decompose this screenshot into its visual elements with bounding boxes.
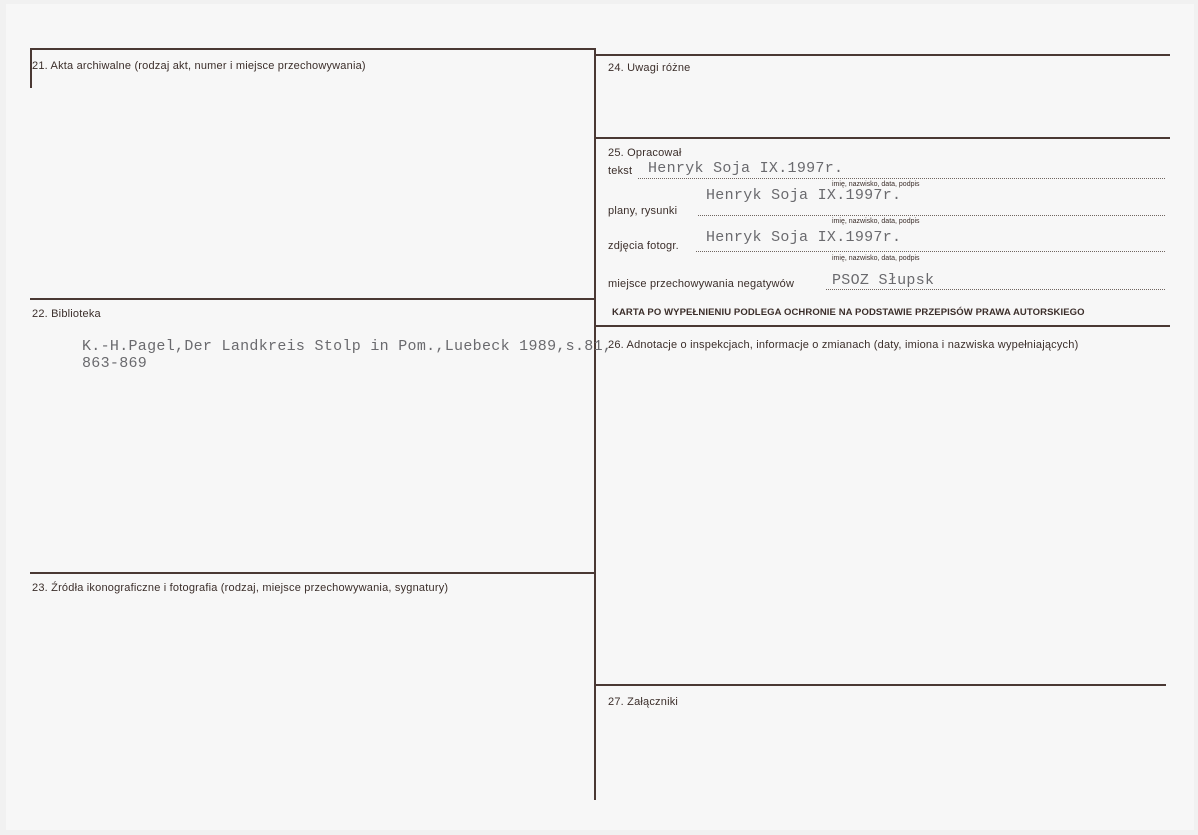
section-24-label: 24. Uwagi różne: [608, 62, 691, 74]
plany-value: Henryk Soja IX.1997r.: [706, 187, 902, 204]
library-entry-line-1: K.-H.Pagel,Der Landkreis Stolp in Pom.,Luebeck 1989,s.81,: [82, 338, 613, 355]
section-21-label: 21. Akta archiwalne (rodzaj akt, numer i miejsce przechowywania): [32, 60, 366, 72]
center-divider: [594, 48, 596, 800]
top-left-rule: [30, 48, 596, 50]
tekst-value: Henryk Soja IX.1997r.: [648, 160, 844, 177]
copyright-notice: KARTA PO WYPEŁNIENIU PODLEGA OCHRONIE NA PODSTAWIE PRZEPISÓW PRAWA AUTORSKIEGO: [612, 307, 1085, 318]
top-right-rule: [596, 54, 1170, 56]
section-25-label: 25. Opracował: [608, 147, 682, 159]
catalog-card: [6, 4, 1194, 830]
section-22-label: 22. Biblioteka: [32, 308, 101, 320]
negatywy-dotted-line: [826, 289, 1165, 290]
zdjecia-value: Henryk Soja IX.1997r.: [706, 229, 902, 246]
rule-25: [596, 137, 1170, 139]
rule-23: [30, 572, 596, 574]
section-27-label: 27. Załączniki: [608, 696, 679, 708]
negatywy-value: PSOZ Słupsk: [832, 272, 935, 289]
library-entry-line-2: 863-869: [82, 355, 148, 372]
tekst-hint: imię, nazwisko, data, podpis: [832, 181, 920, 188]
section-26-label: 26. Adnotacje o inspekcjach, informacje o zmianach (daty, imiona i nazwiska wypełniających): [608, 339, 1079, 351]
tekst-label: tekst: [608, 165, 633, 177]
zdjecia-hint: imię, nazwisko, data, podpis: [832, 255, 920, 262]
plany-hint: imię, nazwisko, data, podpis: [832, 218, 920, 225]
zdjecia-dotted-line: [696, 251, 1165, 252]
plany-dotted-line: [698, 215, 1165, 216]
rule-22: [30, 298, 596, 300]
tekst-dotted-line: [638, 178, 1165, 179]
negatywy-label: miejsce przechowywania negatywów: [608, 278, 795, 290]
section-23-label: 23. Źródła ikonograficzne i fotografia (rodzaj, miejsce przechowywania, sygnatury): [32, 582, 449, 594]
plany-label: plany, rysunki: [608, 205, 678, 217]
rule-27: [596, 684, 1166, 686]
rule-26: [596, 325, 1170, 327]
zdjecia-label: zdjęcia fotogr.: [608, 240, 679, 252]
